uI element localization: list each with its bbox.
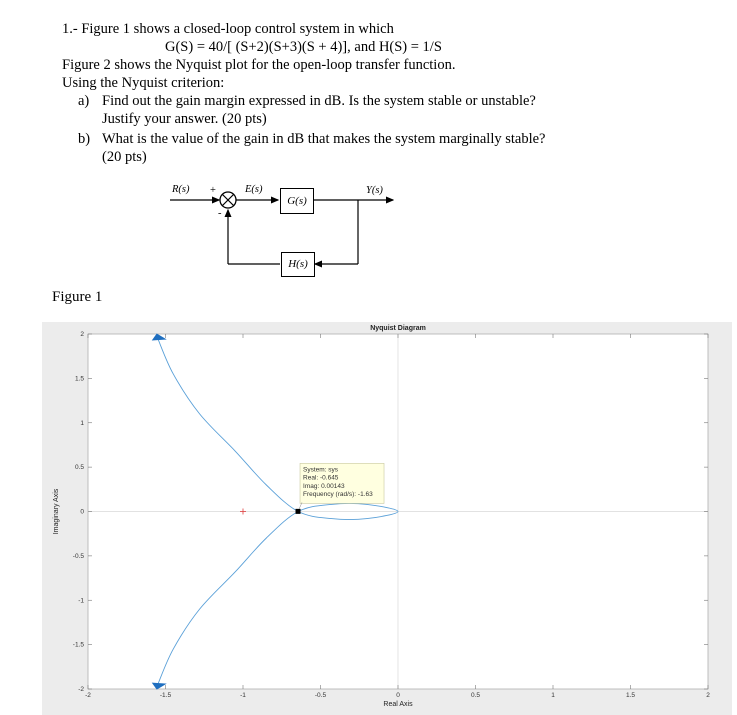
forward-block-label: G(s) xyxy=(287,195,307,207)
datatip-line2: Real: -0.645 xyxy=(303,474,339,482)
datatip-line4: Frequency (rad/s): -1.63 xyxy=(303,490,373,498)
nyquist-figure xyxy=(42,322,732,715)
y-tick-label: 1 xyxy=(80,419,84,427)
x-tick-label: -2 xyxy=(85,692,91,699)
x-tick-label: -1 xyxy=(240,692,246,699)
datatip-line3: Imag: 0.00143 xyxy=(303,482,345,490)
question-a-line-1: Find out the gain margin expressed in dB. Is the system stable or unstable? xyxy=(102,93,536,109)
question-b-line-1: What is the value of the gain in dB that makes the system marginally stable? xyxy=(102,131,546,147)
x-tick-label: 0 xyxy=(396,692,400,699)
y-tick-label: -1 xyxy=(78,597,84,605)
datatip-marker xyxy=(296,509,301,514)
y-tick-label: -1.5 xyxy=(72,641,84,649)
block-diagram xyxy=(150,180,410,285)
feedback-block-h xyxy=(281,252,315,277)
question-b-line-2: (20 pts) xyxy=(102,149,147,165)
datatip-line1: System: sys xyxy=(303,466,339,474)
y-tick-label: -2 xyxy=(78,686,84,693)
x-tick-label: 2 xyxy=(706,692,710,699)
y-tick-label: 2 xyxy=(80,331,84,338)
x-axis-label: Real Axis xyxy=(383,701,413,708)
x-tick-label: 1.5 xyxy=(625,692,636,699)
output-signal-label: Y(s) xyxy=(366,185,383,196)
problem-line-4: Using the Nyquist criterion: xyxy=(62,75,225,91)
x-tick-label: 1 xyxy=(551,692,555,699)
forward-block-g xyxy=(280,188,314,214)
problem-line-1: 1.- Figure 1 shows a closed-loop control system in which xyxy=(62,21,394,37)
figure-caption: Figure 1 xyxy=(52,289,103,305)
x-tick-label: 0.5 xyxy=(470,692,481,699)
question-b-label: b) xyxy=(78,131,91,147)
y-tick-label: 0.5 xyxy=(74,464,84,472)
y-axis-label: Imaginary Axis xyxy=(53,488,60,535)
nyquist-chart xyxy=(42,322,732,715)
y-tick-label: -0.5 xyxy=(72,552,84,560)
error-signal-label: E(s) xyxy=(245,184,263,195)
problem-line-2: G(S) = 40/[ (S+2)(S+3)(S + 4)], and H(S) = 1/S xyxy=(165,39,442,55)
x-tick-label: -0.5 xyxy=(314,692,327,699)
chart-title: Nyquist Diagram xyxy=(370,325,426,332)
question-a-label: a) xyxy=(78,93,90,109)
question-a-line-2: Justify your answer. (20 pts) xyxy=(102,111,267,127)
input-signal-label: R(s) xyxy=(172,184,190,195)
plus-sign: + xyxy=(210,185,216,196)
minus-sign: - xyxy=(218,208,222,219)
x-tick-label: -1.5 xyxy=(159,692,172,699)
y-tick-label: 1.5 xyxy=(74,375,84,383)
feedback-block-label: H(s) xyxy=(288,258,308,270)
y-tick-label: 0 xyxy=(80,508,84,516)
problem-line-3: Figure 2 shows the Nyquist plot for the open-loop transfer function. xyxy=(62,57,456,73)
